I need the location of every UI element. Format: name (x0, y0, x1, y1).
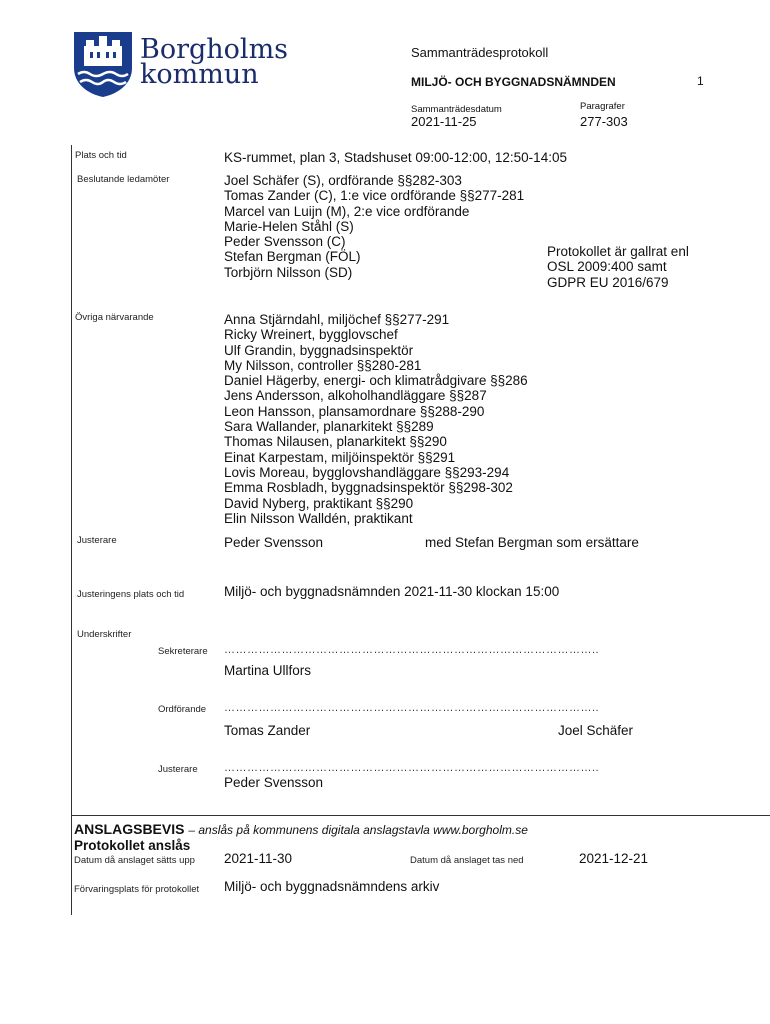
adjust-place-label: Justeringens plats och tid (77, 589, 185, 600)
adjuster-substitute: med Stefan Bergman som ersättare (425, 535, 639, 550)
note-line: OSL 2009:400 samt (547, 259, 667, 275)
adjuster-name: Peder Svensson (224, 535, 324, 550)
page-number: 1 (697, 74, 704, 88)
removed-value: 2021-12-21 (579, 851, 649, 866)
place-value: KS-rummet, plan 3, Stadshuset 09:00-12:00, 12:50-14:05 (224, 150, 567, 165)
storage-value: Miljö- och byggnadsnämndens arkiv (224, 879, 440, 894)
list-item: Anna Stjärndahl, miljöchef §§277-291 (224, 312, 450, 327)
list-item: Torbjörn Nilsson (SD) (224, 264, 353, 280)
members-list (224, 173, 524, 280)
list-item: Marie-Helen Ståhl (S) (224, 218, 354, 234)
logo-line1: Borgholms (140, 34, 289, 65)
coat-of-arms-icon (72, 30, 134, 98)
notice-subtitle: – anslås på kommunens digitala anslagstavla www.borgholm.se (188, 823, 528, 837)
list-item: Daniel Hägerby, energi- och klimatrådgivare §§286 (224, 373, 528, 389)
adjust-place-value: Miljö- och byggnadsnämnden 2021-11-30 klockan 15:00 (224, 584, 560, 599)
notice-title (74, 821, 528, 837)
signature-line: …………………………………………………………………………………….. (224, 702, 600, 714)
others-label: Övriga närvarande (75, 312, 154, 323)
logo-line2: kommun (140, 59, 259, 90)
chair-label: Ordförande (158, 704, 207, 715)
list-item: Emma Rosbladh, byggnadsinspektör §§298-302 (224, 480, 513, 496)
secretary-label: Sekreterare (158, 646, 208, 657)
paragraph-label: Paragrafer (580, 101, 625, 112)
signature-line: …………………………………………………………………………………….. (224, 762, 600, 774)
doc-type: Sammanträdesprotokoll (411, 45, 549, 60)
secretary-name: Martina Ullfors (224, 663, 312, 678)
list-item: Joel Schäfer (S), ordförande §§282-303 (224, 173, 462, 188)
members-label: Beslutande ledamöter (77, 174, 170, 185)
date-value: 2021-11-25 (411, 114, 477, 129)
chair-name-1: Tomas Zander (224, 723, 311, 738)
list-item: Einat Karpestam, miljöinspektör §§291 (224, 449, 456, 465)
gdpr-note (547, 244, 689, 290)
notice-divider (71, 815, 770, 816)
list-item: Peder Svensson (C) (224, 234, 346, 250)
logo (72, 30, 134, 103)
storage-label: Förvaringsplats för protokollet (74, 884, 200, 895)
committee-title: MILJÖ- OCH BYGGNADSNÄMNDEN (411, 75, 616, 89)
list-item: Ricky Wreinert, bygglovschef (224, 327, 398, 343)
note-line: GDPR EU 2016/679 (547, 274, 669, 290)
adjuster-label: Justerare (77, 535, 117, 546)
list-item: Jens Andersson, alkoholhandläggare §§287 (224, 388, 487, 404)
logo-text (140, 34, 289, 90)
list-item: My Nilsson, controller §§280-281 (224, 357, 422, 373)
list-item: Tomas Zander (C), 1:e vice ordförande §§277-281 (224, 188, 525, 204)
adjuster-sign-label: Justerare (158, 764, 198, 775)
list-item: Sara Wallander, planarkitekt §§289 (224, 419, 434, 435)
signatures-label: Underskrifter (77, 629, 132, 640)
list-item: Thomas Nilausen, planarkitekt §§290 (224, 434, 447, 450)
list-item: Stefan Bergman (FÖL) (224, 249, 361, 265)
others-list (224, 312, 528, 526)
paragraph-value: 277-303 (580, 114, 628, 129)
date-label: Sammanträdesdatum (411, 104, 502, 115)
list-item: Marcel van Luijn (M), 2:e vice ordförande (224, 203, 470, 219)
adjuster-sign-name: Peder Svensson (224, 775, 324, 790)
posted-label: Datum då anslaget sätts upp (74, 855, 195, 866)
list-item: Leon Hansson, plansamordnare §§288-290 (224, 403, 485, 419)
note-line: Protokollet är gallrat enl (547, 244, 689, 259)
notice-heading: Protokollet anslås (74, 838, 191, 853)
list-item: David Nyberg, praktikant §§290 (224, 495, 414, 511)
removed-label: Datum då anslaget tas ned (410, 855, 524, 866)
notice-title-bold: ANSLAGSBEVIS (74, 821, 185, 837)
posted-value: 2021-11-30 (224, 851, 293, 866)
list-item: Lovis Moreau, bygglovshandläggare §§293-294 (224, 464, 510, 480)
list-item: Elin Nilsson Walldén, praktikant (224, 510, 413, 526)
list-item: Ulf Grandin, byggnadsinspektör (224, 342, 414, 358)
signature-line: …………………………………………………………………………………….. (224, 644, 600, 656)
chair-name-2: Joel Schäfer (558, 723, 634, 738)
left-margin-line (71, 145, 72, 915)
place-label: Plats och tid (75, 150, 127, 161)
